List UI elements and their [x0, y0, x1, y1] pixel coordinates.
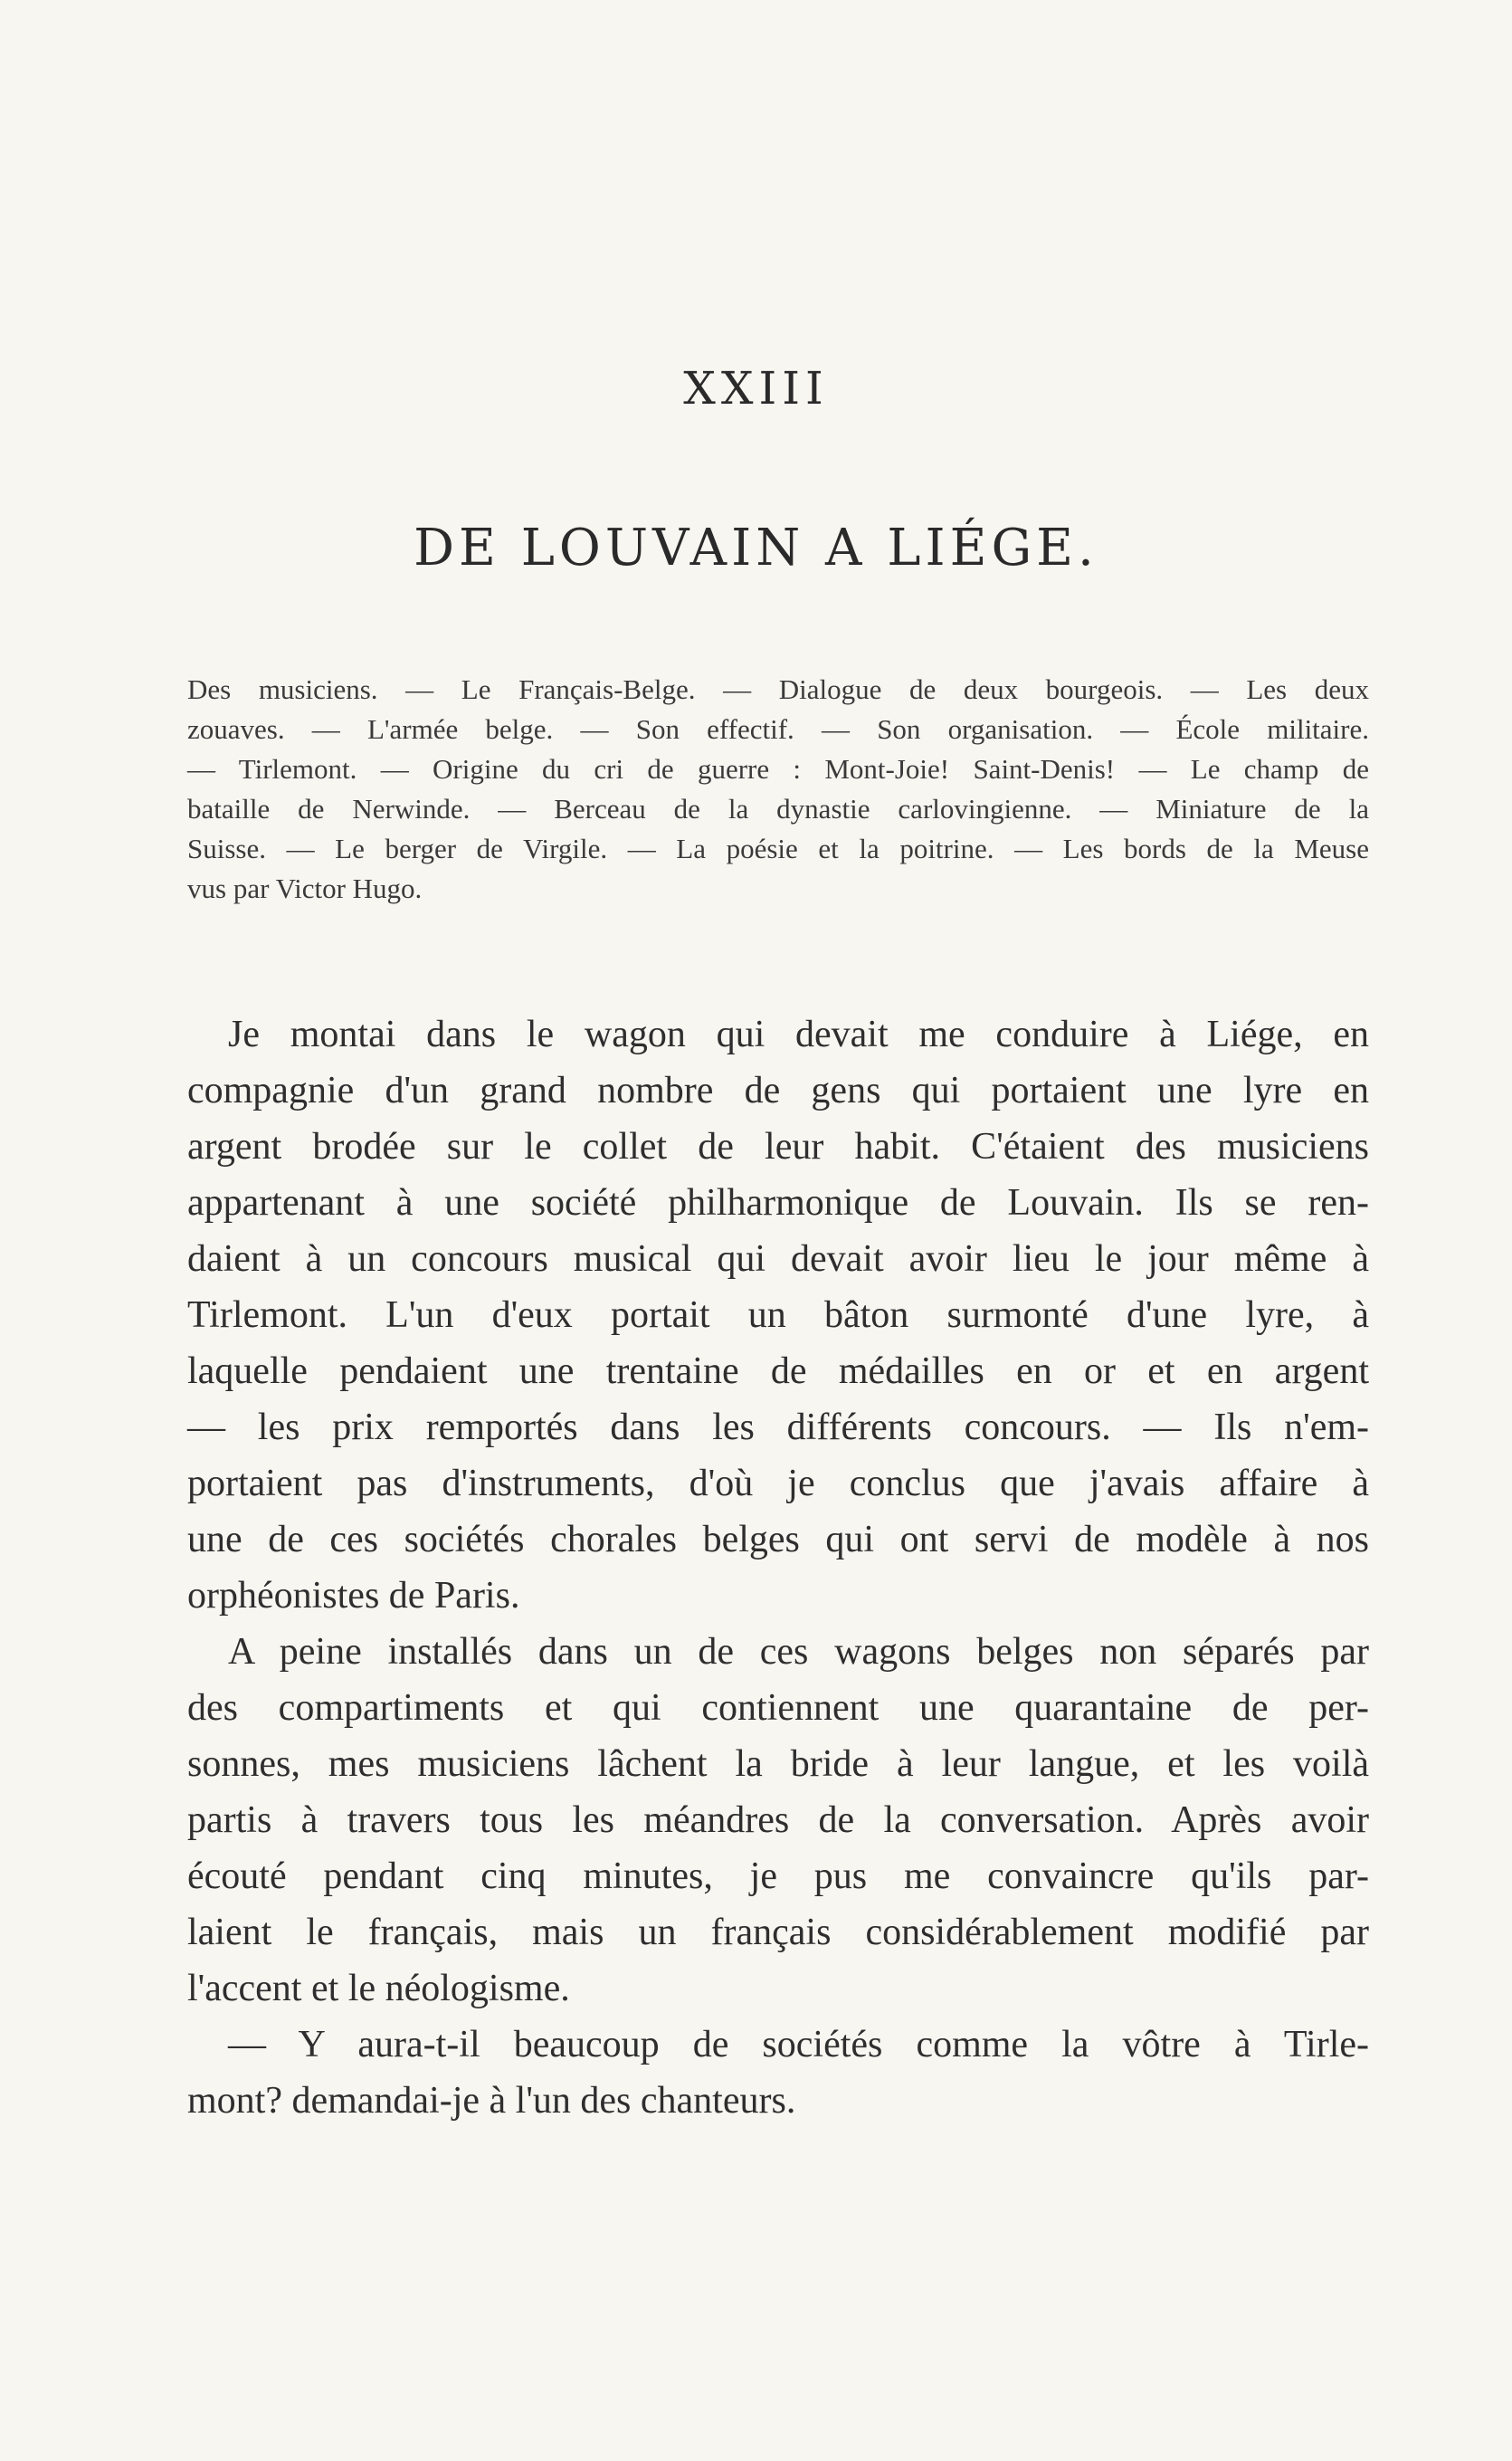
paragraph-line: daient à un concours musical qui devait avoir lieu le jour même à — [187, 1238, 1369, 1280]
paragraph-line: A peine installés dans un de ces wagons belges non séparés par — [228, 1631, 1369, 1673]
paragraph-line: portaient pas d'instruments, d'où je conclus que j'avais affaire à — [187, 1463, 1369, 1504]
paragraph-line: laquelle pendaient une trentaine de médailles en or et en argent — [187, 1350, 1369, 1392]
body-text — [187, 1006, 1369, 2129]
paragraph-line: — Y aura-t-il beaucoup de sociétés comme la vôtre à Tirle- — [228, 2024, 1369, 2065]
summary-line: vus par Victor Hugo. — [187, 873, 423, 904]
paragraph-line: partis à travers tous les méandres de la conversation. Après avoir — [187, 1799, 1369, 1841]
paragraph-line: appartenant à une société philharmonique de Louvain. Ils se ren- — [187, 1182, 1369, 1224]
paragraph-line: laient le français, mais un français considérablement modifié par — [187, 1912, 1369, 1953]
paragraph-line: l'accent et le néologisme. — [187, 1968, 570, 2009]
summary-line: bataille de Nerwinde. — Berceau de la dynastie carlovingienne. — Miniature de la — [187, 793, 1369, 825]
paragraph-line: — les prix remportés dans les différents concours. — Ils n'em- — [187, 1407, 1369, 1448]
paragraph-line: mont? demandai-je à l'un des chanteurs. — [187, 2080, 796, 2122]
paragraph-line: Tirlemont. L'un d'eux portait un bâton surmonté d'une lyre, à — [187, 1294, 1369, 1336]
paragraph-line: orphéonistes de Paris. — [187, 1575, 520, 1617]
paragraph-line: écouté pendant cinq minutes, je pus me convaincre qu'ils par- — [187, 1855, 1369, 1897]
chapter-number: XXIII — [683, 362, 829, 415]
paragraph-line: une de ces sociétés chorales belges qui ont servi de modèle à nos — [187, 1519, 1369, 1560]
summary-line: — Tirlemont. — Origine du cri de guerre : Mont-Joie! Saint-Denis! — Le champ de — [187, 753, 1369, 785]
summary-line: Suisse. — Le berger de Virgile. — La poésie et la poitrine. — Les bords de la Meuse — [187, 833, 1369, 864]
paragraph-line: Je montai dans le wagon qui devait me conduire à Liége, en — [228, 1014, 1369, 1055]
paragraph-line: sonnes, mes musiciens lâchent la bride à leur langue, et les voilà — [187, 1743, 1369, 1785]
summary-line: Des musiciens. — Le Français-Belge. — Dialogue de deux bourgeois. — Les deux — [187, 673, 1369, 705]
chapter-title: DE LOUVAIN A LIÉGE. — [414, 519, 1098, 577]
paragraph-line: des compartiments et qui contiennent une quarantaine de per- — [187, 1687, 1369, 1729]
chapter-summary — [187, 670, 1369, 909]
summary-line: zouaves. — L'armée belge. — Son effectif. — Son organisation. — École militaire. — [187, 713, 1369, 745]
paragraph-line: argent brodée sur le collet de leur habit. C'étaient des musiciens — [187, 1126, 1369, 1168]
paragraph-line: compagnie d'un grand nombre de gens qui portaient une lyre en — [187, 1070, 1369, 1111]
